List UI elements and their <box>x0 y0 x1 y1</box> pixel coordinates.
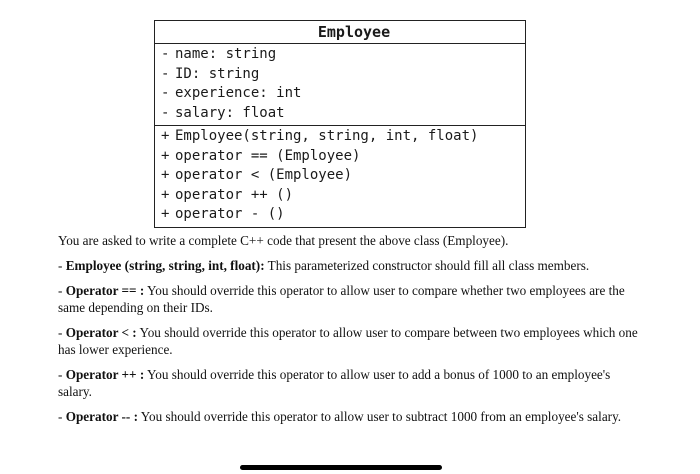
uml-attribute-row <box>161 84 525 104</box>
visibility-marker: - <box>161 104 170 121</box>
attribute-text: salary: float <box>175 104 285 121</box>
uml-methods-section <box>155 126 525 227</box>
item-heading: Operator < : <box>65 325 137 340</box>
item-heading: Operator ++ : <box>65 367 145 382</box>
uml-method-row <box>161 166 525 186</box>
uml-class-diagram <box>154 20 526 228</box>
method-text: operator ++ () <box>175 186 294 203</box>
uml-attribute-row <box>161 65 525 85</box>
uml-class-name: Employee <box>155 21 525 44</box>
uml-method-row <box>161 186 525 206</box>
intro-paragraph: You are asked to write a complete C++ code that present the above class (Employee). <box>58 233 509 248</box>
uml-method-row <box>161 205 525 225</box>
visibility-marker: - <box>161 85 170 101</box>
attribute-text: name: string <box>175 46 277 62</box>
instructions-text <box>58 232 638 433</box>
visibility-marker: - <box>161 65 170 82</box>
method-text: Employee(string, string, int, float) <box>175 128 479 144</box>
instruction-item-increment <box>58 366 638 400</box>
item-description: You should override this operator to allow user to add a bonus of 1000 to an employee's salary. <box>58 367 611 399</box>
visibility-marker: + <box>161 206 170 222</box>
method-text: operator == (Employee) <box>175 147 361 164</box>
item-heading: Operator == : <box>65 283 145 298</box>
visibility-marker: + <box>161 147 170 164</box>
visibility-marker: - <box>161 46 170 62</box>
instruction-item-decrement <box>58 408 638 425</box>
method-text: operator - () <box>175 206 285 222</box>
uml-method-row <box>161 147 525 167</box>
uml-method-row <box>161 127 525 147</box>
item-description: You should override this operator to allow user to compare between two employees which one has lower experience. <box>58 325 638 357</box>
item-heading: Employee (string, string, int, float): <box>65 258 265 273</box>
instruction-item-equality <box>58 282 638 316</box>
visibility-marker: + <box>161 167 170 183</box>
method-text: operator < (Employee) <box>175 167 353 183</box>
item-description: You should override this operator to allow user to compare whether two employees are the same depending on their IDs. <box>58 283 625 315</box>
visibility-marker: + <box>161 128 170 144</box>
uml-attribute-row <box>161 104 525 124</box>
item-prefix: - <box>58 409 66 424</box>
item-description: You should override this operator to allow user to subtract 1000 from an employee's salary. <box>137 409 622 424</box>
item-prefix: - <box>58 367 66 382</box>
attribute-text: ID: string <box>175 65 260 82</box>
item-description: This parameterized constructor should fill all class members. <box>264 258 590 273</box>
item-prefix: - <box>58 283 66 298</box>
item-heading: Operator -- : <box>65 409 138 424</box>
visibility-marker: + <box>161 186 170 203</box>
home-indicator-bar[interactable] <box>240 465 442 470</box>
uml-attributes-section <box>155 44 525 126</box>
item-prefix: - <box>58 325 66 340</box>
uml-attribute-row <box>161 45 525 65</box>
item-prefix: - <box>58 258 66 273</box>
instruction-item-constructor <box>58 257 638 274</box>
attribute-text: experience: int <box>175 85 302 101</box>
instruction-item-less-than <box>58 324 638 358</box>
